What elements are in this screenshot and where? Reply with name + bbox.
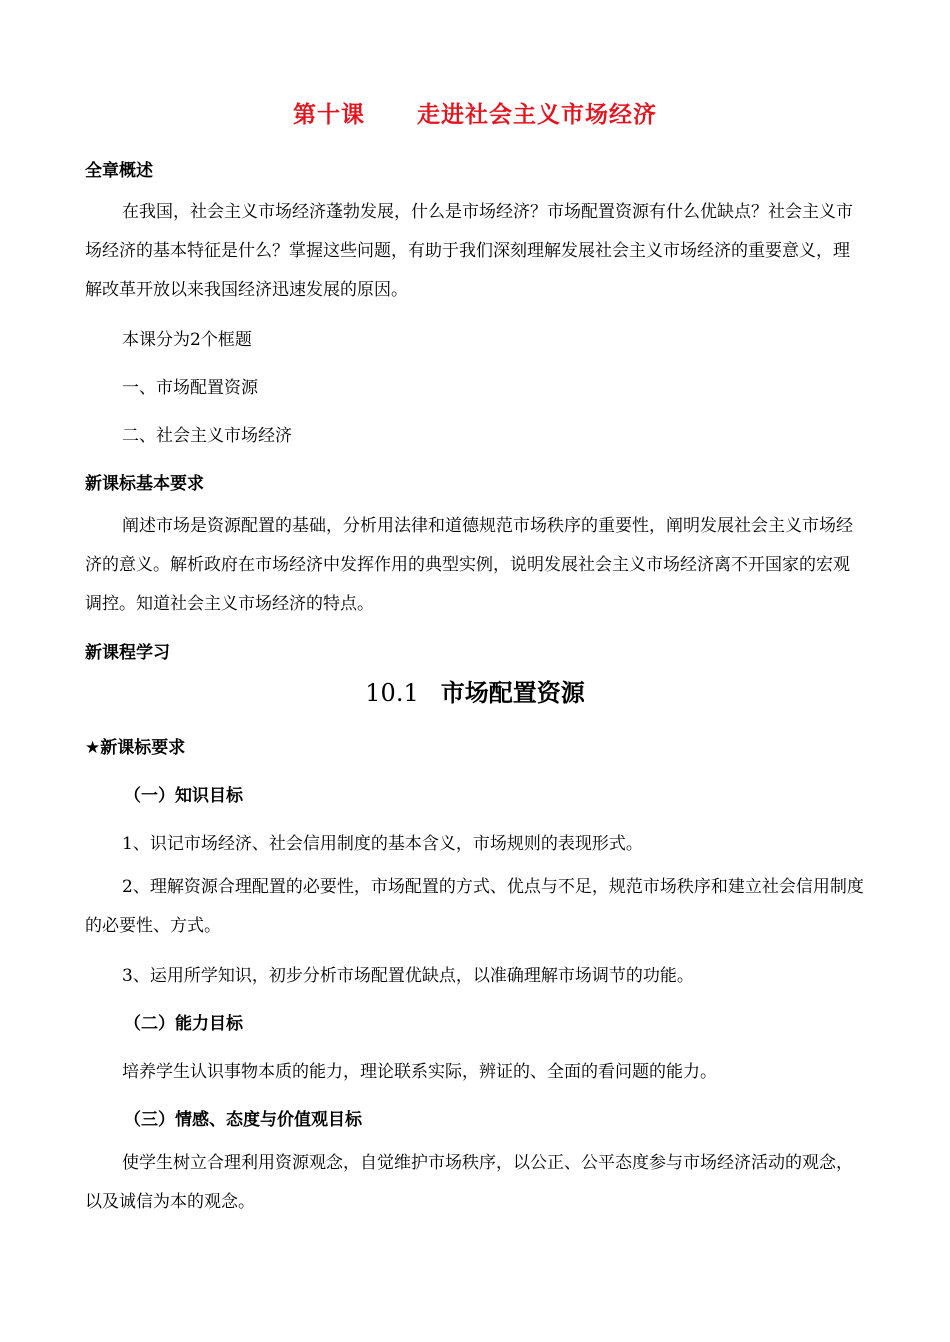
ability-heading: （二）能力目标 [124, 1014, 243, 1034]
requirements-heading: ★新课标要求 [85, 738, 186, 758]
overview-paragraph: 在我国，社会主义市场经济蓬勃发展，什么是市场经济？市场配置资源有什么优缺点？社会主义市场经济的基本特征是什么？掌握这些问题，有助于我们深刻理解发展社会主义市场经济的重要意义，理解改革开放以来我国经济迅速发展的原因。 [85, 202, 853, 300]
study-heading: 新课程学习 [85, 643, 170, 663]
knowledge-item-2: 2、理解资源合理配置的必要性，市场配置的方式、优点与不足，规范市场秩序和建立社会信用制度的必要性、方式。 [85, 877, 864, 936]
section-heading [0, 673, 950, 708]
emotion-text: 使学生树立合理利用资源观念，自觉维护市场秩序，以公正、公平态度参与市场经济活动的观念，以及诚信为本的观念。 [85, 1153, 853, 1212]
standards-heading: 新课标基本要求 [85, 474, 204, 494]
frame-item-1: 一、市场配置资源 [122, 378, 258, 398]
knowledge-item-3: 3、运用所学知识，初步分析市场配置优缺点，以准确理解市场调节的功能。 [122, 966, 694, 986]
knowledge-heading: （一）知识目标 [124, 786, 243, 806]
section-title: 市场配置资源 [440, 679, 585, 707]
ability-text: 培养学生认识事物本质的能力，理论联系实际，辨证的、全面的看问题的能力。 [122, 1062, 717, 1082]
lesson-title: 走进社会主义市场经济 [417, 102, 657, 128]
standards-paragraph: 阐述市场是资源配置的基础，分析用法律和道德规范市场秩序的重要性，阐明发展社会主义市场经济的意义。解析政府在市场经济中发挥作用的典型实例，说明发展社会主义市场经济离不开国家的宏观调控。知道社会主义市场经济的特点。 [85, 516, 853, 614]
frame-item-2: 二、社会主义市场经济 [122, 426, 292, 446]
frames-intro: 本课分为2个框题 [122, 330, 252, 350]
lesson-number: 第十课 [293, 102, 365, 128]
overview-heading: 全章概述 [85, 161, 153, 181]
page-title [0, 96, 950, 129]
section-number: 10.1 [365, 679, 419, 707]
emotion-heading: （三）情感、态度与价值观目标 [124, 1110, 362, 1130]
knowledge-item-1: 1、识记市场经济、社会信用制度的基本含义，市场规则的表现形式。 [122, 834, 643, 854]
